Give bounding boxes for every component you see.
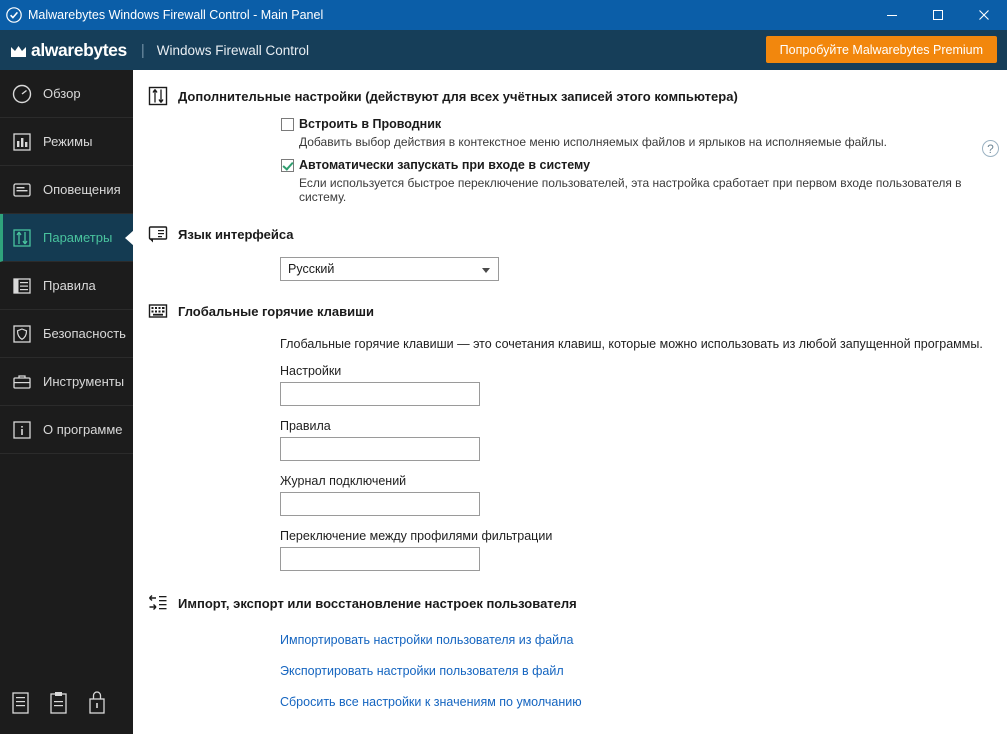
sidebar-item-modes[interactable] [0,118,133,166]
export-settings-link[interactable]: Экспортировать настройки пользователя в файл [280,664,564,678]
sidebar-item-security[interactable] [0,310,133,358]
shield-icon [9,321,35,347]
malwarebytes-mark-icon [10,42,27,59]
brand-name: alwarebytes [31,39,127,60]
sidebar-item-label: Параметры [43,230,113,245]
sidebar-item-label: О программе [43,422,123,437]
sidebar-item-rules[interactable] [0,262,133,310]
help-icon[interactable]: ? [982,140,999,157]
hotkeys-description: Глобальные горячие клавиши — это сочетания клавиш, которые можно использовать из любой запущенной программы. [280,337,983,351]
clipboard-icon[interactable] [48,691,70,720]
advanced-settings-title: Дополнительные настройки (действуют для всех учётных записей этого компьютера) [178,88,738,104]
language-header [133,222,1007,246]
sidebar-item-about[interactable] [0,406,133,454]
brand-subtitle: Windows Firewall Control [156,42,310,58]
settings-panel [133,70,1007,734]
log-icon[interactable] [10,691,32,720]
sidebar-item-label: Режимы [43,134,93,149]
explorer-integration-checkbox[interactable] [281,118,294,131]
sidebar-item-notifications[interactable] [0,166,133,214]
hotkeys-header [133,299,1007,323]
brand-bar [0,30,1007,70]
import-export-icon [146,591,170,615]
explorer-integration-description: Добавить выбор действия в контекстное меню исполняемых файлов и ярлыков на исполняемые файлы. [299,135,887,149]
hotkey-connections-log-input[interactable] [280,492,480,516]
body [0,70,1007,734]
advanced-settings-header [133,84,1007,108]
lock-icon[interactable] [86,690,108,721]
malwarebytes-logo [0,40,127,61]
shield-check-icon [0,0,28,30]
info-icon [9,417,35,443]
reset-settings-link[interactable]: Сбросить все настройки к значениям по умолчанию [280,695,582,709]
window-title: Malwarebytes Windows Firewall Control - Main Panel [28,8,324,22]
sidebar-item-overview[interactable] [0,70,133,118]
sidebar-item-label: Оповещения [43,182,121,197]
sidebar-item-settings[interactable] [0,214,133,262]
language-select[interactable] [280,257,499,281]
hotkey-profile-switch-label: Переключение между профилями фильтрации [280,529,553,543]
sidebar-item-label: Правила [43,278,96,293]
autostart-checkbox[interactable] [281,159,294,172]
toolbox-icon [9,369,35,395]
sliders-icon [146,84,170,108]
hotkeys-title: Глобальные горячие клавиши [178,303,374,319]
sidebar-bottom-bar [0,676,133,734]
autostart-row [133,158,1007,204]
import-export-header [133,591,1007,615]
autostart-label: Автоматически запускать при входе в систему [299,158,591,172]
minimize-button[interactable] [869,0,915,30]
title-bar [0,0,1007,30]
hotkey-connections-log-label: Журнал подключений [280,474,407,488]
sidebar-item-label: Инструменты [43,374,125,389]
sidebar-item-tools[interactable] [0,358,133,406]
try-premium-button[interactable]: Попробуйте Malwarebytes Premium [766,36,997,63]
gauge-icon [9,81,35,107]
import-settings-link[interactable]: Импортировать настройки пользователя из файла [280,633,574,647]
keyboard-icon [146,299,170,323]
language-selected-value: Русский [288,262,335,276]
explorer-integration-row [133,117,1007,149]
autostart-description: Если используется быстрое переключение пользователей, эта настройка сработает при первом входе пользователя в систему. [299,176,962,204]
sidebar [0,70,133,734]
hotkey-rules-input[interactable] [280,437,480,461]
notification-icon [9,177,35,203]
hotkey-settings-input[interactable] [280,382,480,406]
brand-separator: | [140,41,145,59]
chevron-down-icon [482,268,490,273]
sliders-icon [9,225,35,251]
sidebar-spacer [0,454,133,676]
hotkey-rules-label: Правила [280,419,331,433]
sidebar-item-label: Обзор [43,86,81,101]
sidebar-item-label: Безопасность [43,326,126,341]
language-icon [146,222,170,246]
list-icon [9,273,35,299]
hotkey-settings-label: Настройки [280,364,342,378]
window-controls [869,0,1007,30]
close-button[interactable] [961,0,1007,30]
maximize-button[interactable] [915,0,961,30]
hotkey-profile-switch-input[interactable] [280,547,480,571]
import-export-title: Импорт, экспорт или восстановление настроек пользователя [178,595,577,611]
language-title: Язык интерфейса [178,226,294,242]
explorer-integration-label: Встроить в Проводник [299,117,442,131]
bars-icon [9,129,35,155]
